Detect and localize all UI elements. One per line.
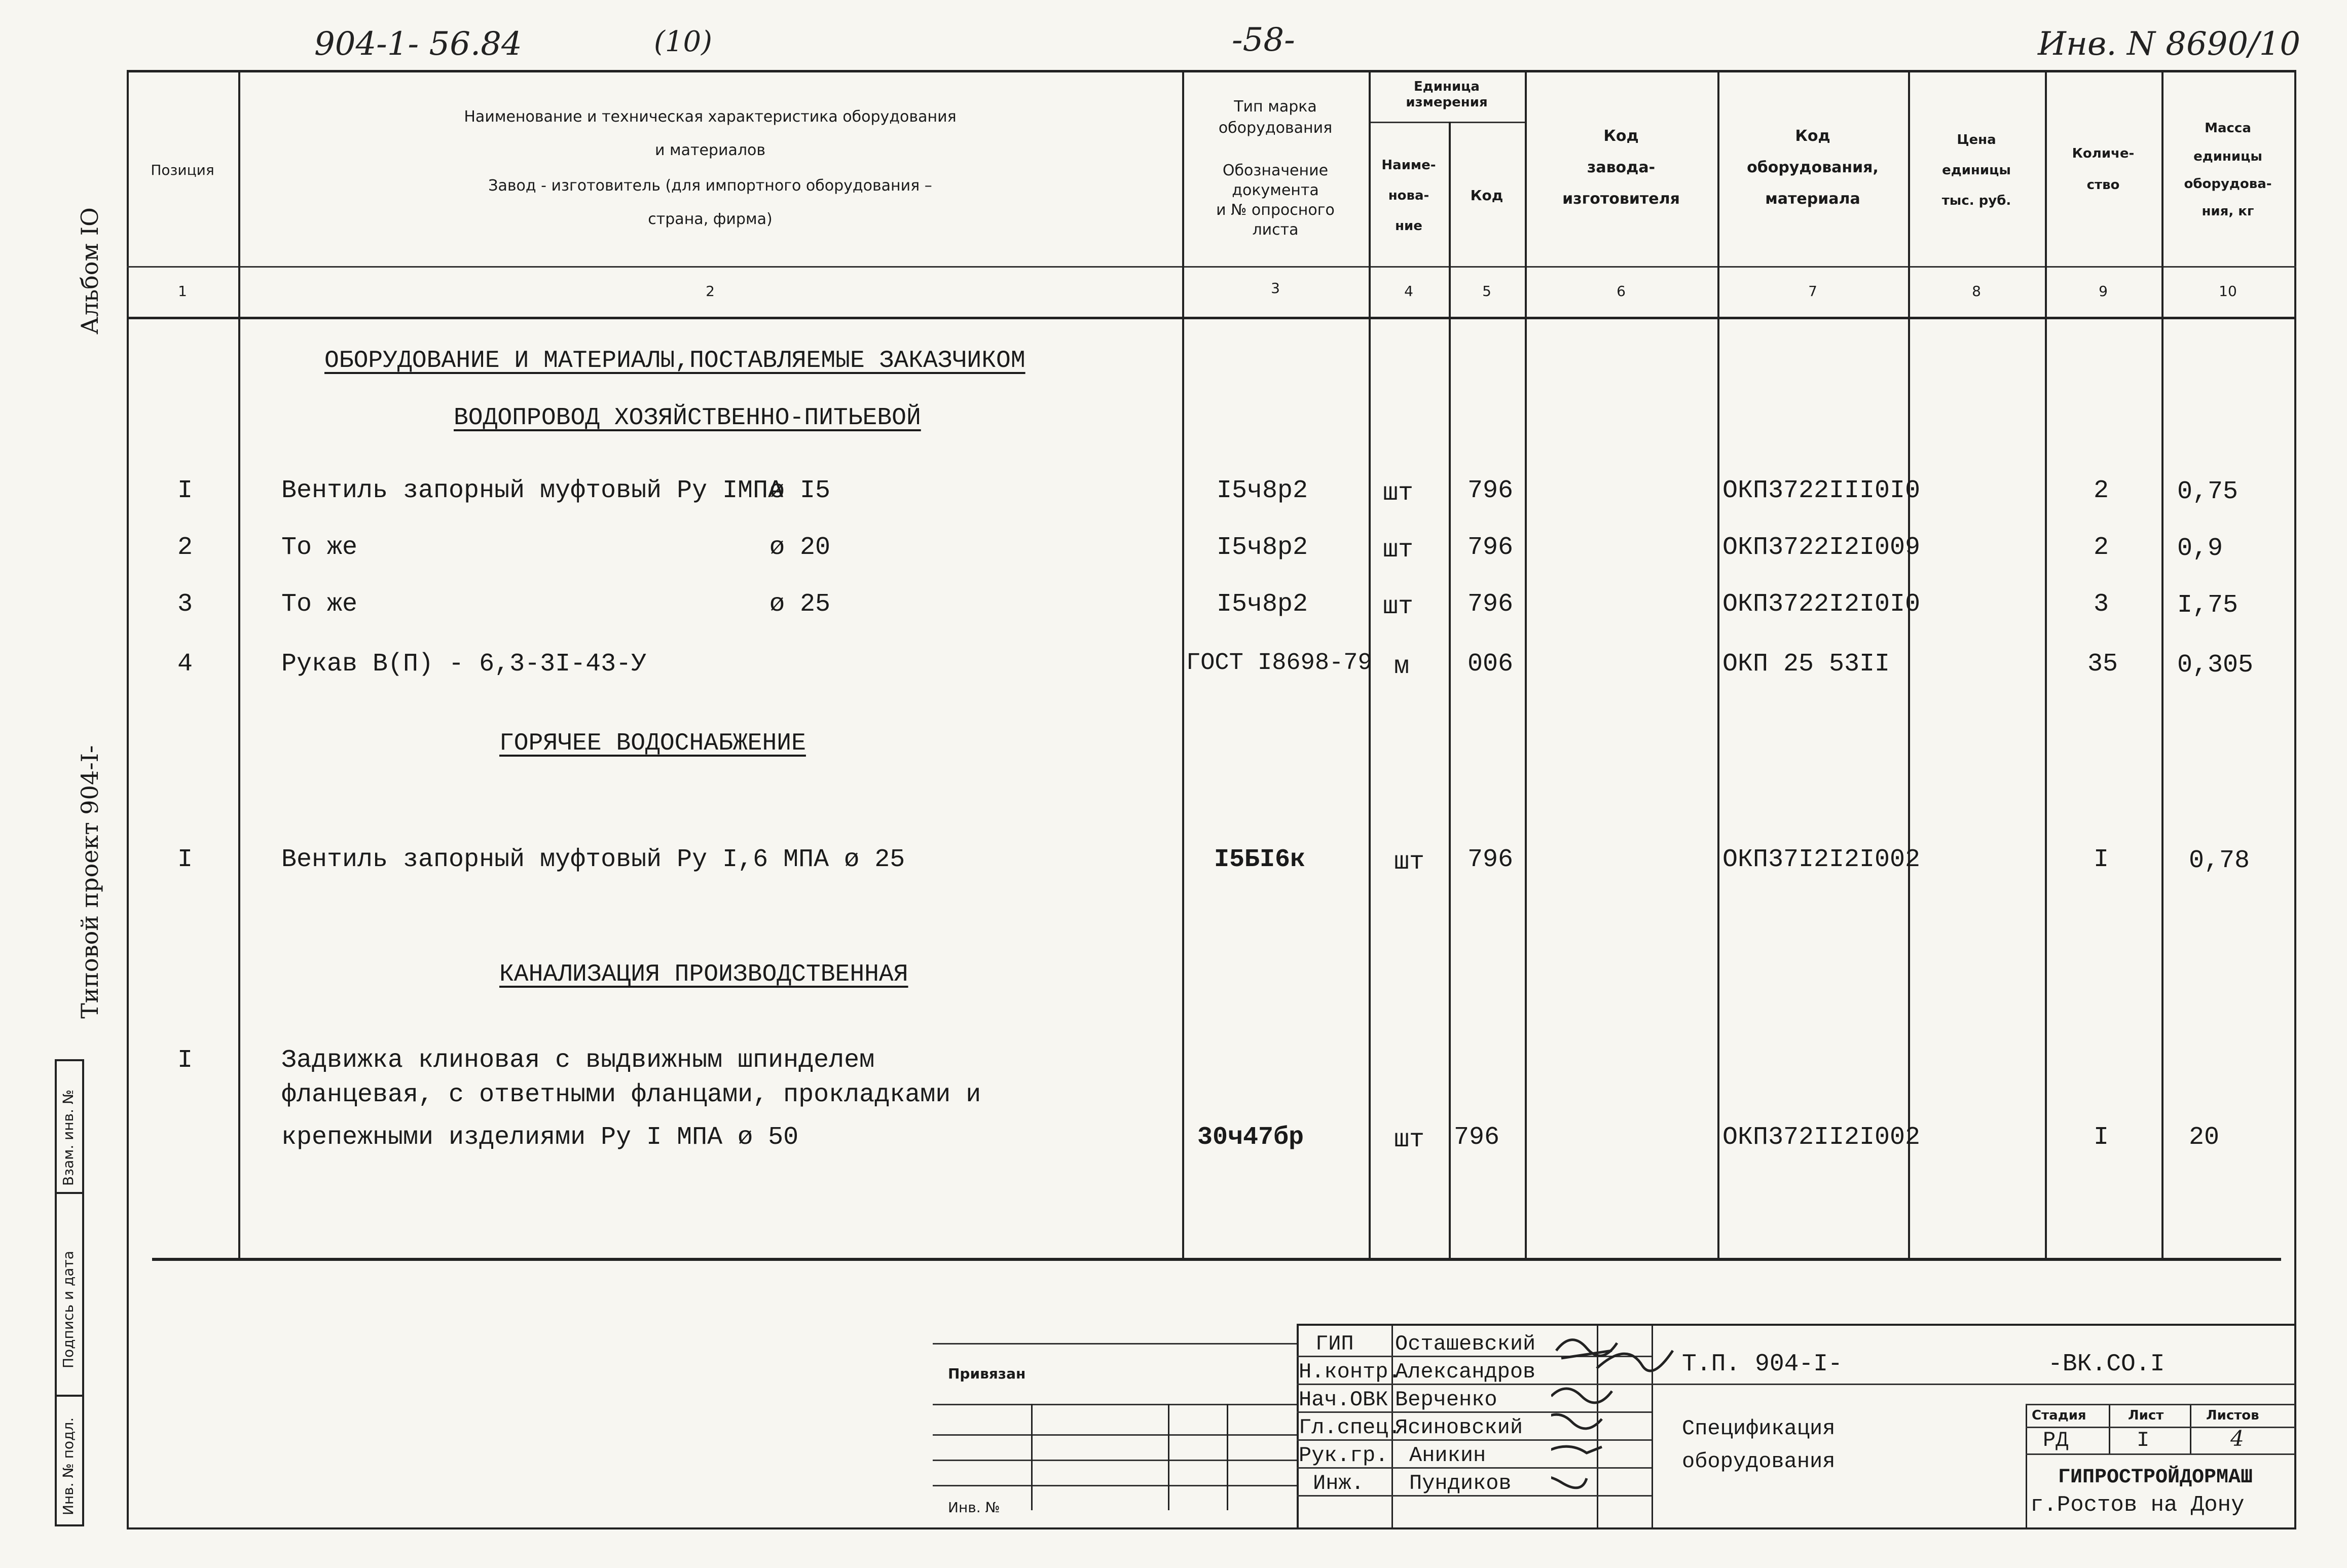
doc-code-note: 904-1- 56.84 [314,25,522,63]
row-diameter: ø 20 [769,533,831,562]
sheet-value: I [2137,1428,2150,1452]
project-code: Т.П. 904-I- [1682,1351,1843,1378]
row-name: Рукав В(П) - 6,3-3I-43-У [281,650,647,679]
tb-line [933,1404,1298,1405]
row-position: I [177,1046,193,1075]
tb-line [2190,1404,2191,1454]
tb-line [1168,1404,1169,1510]
role-ruk-gr: Рук.гр. [1299,1443,1388,1468]
doc-title-line-1: Спецификация [1682,1416,1836,1441]
stamp-vzam-label: Взам. инв. № [60,1089,77,1186]
table-bottom-line [152,1258,2281,1261]
header-name-l1: Наименование и техническая характеристика оборудования [464,108,957,126]
role-n-kontr: Н.контр. [1299,1360,1401,1384]
row-name-line-3: крепежными изделиями Ру I МПА ø 50 [281,1123,799,1152]
header-qty-l1: Количе- [2072,146,2135,161]
header-unit-name-l1: Наиме- [1381,158,1436,173]
inventory-number: Инв. N 8690/10 [2038,25,2301,63]
header-type-l6: листа [1252,221,1299,239]
privyazan-label: Привязан [948,1365,1026,1382]
row-unit-code: 006 [1468,650,1514,679]
header-mass-l2: единицы [2193,149,2262,164]
row-unit-code: 796 [1468,533,1514,562]
frame-bottom [127,1527,2296,1529]
col-number: 2 [706,283,715,300]
row-qty: I [2094,845,2109,874]
project-label: Типовой проект 904-I- [76,745,103,1019]
row-mass: 0,9 [2177,534,2223,563]
page-paren-note: (10) [654,25,712,58]
row-mass: 0,78 [2189,846,2250,875]
col-number: 7 [1808,283,1817,300]
header-unit-name-l2: нова- [1388,188,1429,203]
row-equip-code: ОКП3722III0I0 [1722,476,1921,505]
row-name-line-2: фланцевая, с ответными фланцами, прокладками и [281,1080,981,1109]
col-line [238,70,240,1261]
row-unit: шт [1383,592,1414,621]
col-number: 9 [2099,283,2108,300]
row-position: I [177,845,193,874]
header-name-l3: Завод - изготовитель (для импортного оборудования – [488,177,932,195]
doc-mark: -ВК.СО.I [2048,1351,2165,1378]
header-equip-l2: оборудования, [1747,159,1879,176]
sheets-value: 4 [2230,1426,2244,1451]
tb-line [2026,1404,2027,1527]
header-price-l3: тыс. руб. [1941,193,2011,208]
org-city: г.Ростов на Дону [2030,1492,2245,1518]
row-mass: 0,305 [2177,651,2254,680]
col-number: 1 [178,283,187,300]
col-line [1717,70,1719,1261]
col-number: 4 [1404,283,1413,300]
col-number: 8 [1972,283,1981,300]
row-unit-code: 796 [1454,1123,1500,1152]
stamp-line [55,1524,84,1526]
page-number: -58- [1232,21,1295,59]
sheet-label: Лист [2128,1408,2164,1423]
name-inzh: Пундиков [1409,1471,1512,1496]
row-position: 3 [177,590,193,619]
header-unit-code: Код [1470,187,1503,204]
row-type: I5БI6к [1214,845,1306,874]
sheets-label: Листов [2206,1408,2259,1423]
name-gl-spec: Ясиновский [1395,1415,1523,1440]
stamp-border-left [55,1059,57,1525]
stage-value: РД [2043,1428,2069,1452]
row-name: Вентиль запорный муфтовый Ру IМПА [281,476,784,505]
tb-line [1227,1404,1228,1510]
tb-line [2109,1404,2110,1454]
col-number: 3 [1271,280,1280,296]
row-position: 4 [177,650,193,679]
header-price-l1: Цена [1957,132,1996,147]
row-unit: шт [1383,479,1414,508]
header-line [127,266,2296,268]
row-type: 30ч47бр [1197,1123,1304,1152]
stage-label: Стадия [2032,1408,2086,1423]
header-name-l2: и материалов [654,141,766,159]
role-nach-ovk: Нач.ОВК [1299,1388,1388,1412]
col-line [1182,70,1184,1261]
tb-line [933,1485,1298,1486]
role-gl-spec: Гл.спец. [1299,1415,1401,1440]
row-mass: I,75 [2177,591,2239,620]
row-equip-code: ОКП37I2I2I002 [1722,845,1921,874]
row-name-line-1: Задвижка клиновая с выдвижным шпинделем [281,1046,875,1075]
row-position: 2 [177,533,193,562]
row-name: То же [281,533,358,562]
header-equip-l3: материала [1765,190,1860,208]
row-type: I5ч8р2 [1217,533,1308,562]
header-mass-l4: ния, кг [2202,204,2254,219]
tb-line [933,1434,1298,1436]
row-qty: 3 [2094,590,2109,619]
name-ruk-gr: Аникин [1409,1443,1486,1468]
header-unit-name-l3: ние [1395,218,1422,234]
header-plant-l2: завода- [1587,159,1656,176]
header-plant-l1: Код [1603,127,1639,145]
header-mass-l3: оборудова- [2184,176,2272,192]
col-number: 5 [1482,283,1491,300]
row-qty: 2 [2094,476,2109,505]
stamp-inv-label: Инв. № подл. [60,1417,77,1515]
row-type: I5ч8р2 [1217,476,1308,505]
stamp-border-right [82,1059,84,1525]
header-name-l4: страна, фирма) [648,210,773,228]
section-water-supply: ВОДОПРОВОД ХОЗЯЙСТВЕННО-ПИТЬЕВОЙ [454,404,921,432]
tb-line [2026,1404,2295,1405]
header-bottom-line [127,317,2296,319]
signatures-picture [1551,1320,1703,1513]
doc-title-line-2: оборудования [1682,1449,1836,1474]
row-unit-code: 796 [1468,476,1514,505]
row-equip-code: ОКП 25 53II [1722,650,1890,679]
row-equip-code: ОКП372II2I002 [1722,1123,1921,1152]
row-type: ГОСТ I8698-79 [1186,650,1372,677]
row-mass: 20 [2189,1123,2220,1152]
section-customer-supplied: ОБОРУДОВАНИЕ И МАТЕРИАЛЫ,ПОСТАВЛЯЕМЫЕ ЗАКАЗЧИКОМ [324,347,1025,375]
inv-no-label: Инв. № [948,1499,1000,1516]
name-nach-ovk: Верченко [1395,1388,1497,1412]
col-line [1908,70,1910,1261]
row-mass: 0,75 [2177,477,2239,506]
header-unit-l2: измерения [1406,95,1488,110]
header-position: Позиция [151,162,214,178]
row-unit: шт [1383,536,1414,565]
row-diameter: ø 25 [769,590,831,619]
section-industrial-sewer: КАНАЛИЗАЦИЯ ПРОИЗВОДСТВЕННАЯ [499,961,908,988]
row-unit-code: 796 [1468,845,1514,874]
row-qty: 2 [2094,533,2109,562]
frame-right [2294,70,2296,1529]
col-number: 10 [2219,283,2237,300]
tb-line [2026,1453,2295,1455]
header-type-l5: и № опросного [1216,201,1335,219]
row-unit: шт [1394,848,1425,877]
header-qty-l2: ство [2086,177,2120,193]
row-unit: шт [1394,1126,1425,1154]
header-equip-l1: Код [1795,127,1830,145]
row-unit: м [1394,652,1410,681]
row-diameter: ø I5 [769,476,831,505]
name-gip: Осташевский [1395,1332,1536,1356]
tb-line [933,1460,1298,1461]
stamp-line [55,1192,84,1194]
frame-top [127,70,2296,72]
header-price-l2: единицы [1942,163,2011,178]
row-name: То же [281,590,358,619]
row-qty: I [2094,1123,2109,1152]
col-number: 6 [1617,283,1626,300]
row-unit-code: 796 [1468,590,1514,619]
tb-line [933,1343,1298,1345]
org-name: ГИПРОСТРОЙДОРМАШ [2058,1466,2253,1489]
row-equip-code: ОКП3722I2I0I0 [1722,590,1921,619]
row-name: Вентиль запорный муфтовый Ру I,6 МПА ø 25 [281,845,905,874]
row-qty: 35 [2087,650,2118,679]
tb-line [1031,1404,1033,1510]
row-position: I [177,476,193,505]
col-line [2045,70,2047,1261]
header-unit-l1: Единица [1414,79,1480,94]
header-type-l3: Обозначение [1222,162,1329,179]
row-equip-code: ОКП3722I2I009 [1722,533,1921,562]
row-type: I5ч8р2 [1217,590,1308,619]
stamp-line [55,1059,84,1061]
header-mass-l1: Масса [2205,121,2251,136]
name-n-kontr: Александров [1395,1360,1536,1384]
col-line [2161,70,2163,1261]
tb-top-line [1297,1324,2295,1326]
album-label: Альбом IO [76,207,103,334]
role-gip: ГИП [1315,1332,1354,1356]
section-hot-water: ГОРЯЧЕЕ ВОДОСНАБЖЕНИЕ [499,730,806,757]
header-plant-l3: изготовителя [1562,190,1680,208]
col-line [1525,70,1527,1261]
header-type-l4: документа [1232,181,1319,199]
role-inzh: Инж. [1313,1471,1364,1496]
header-type-l2: оборудования [1218,119,1333,137]
unit-header-line [1369,122,1526,123]
stamp-podpis-label: Подпись и дата [60,1251,77,1368]
stamp-line [55,1395,84,1397]
header-type-l1: Тип марка [1234,98,1317,116]
